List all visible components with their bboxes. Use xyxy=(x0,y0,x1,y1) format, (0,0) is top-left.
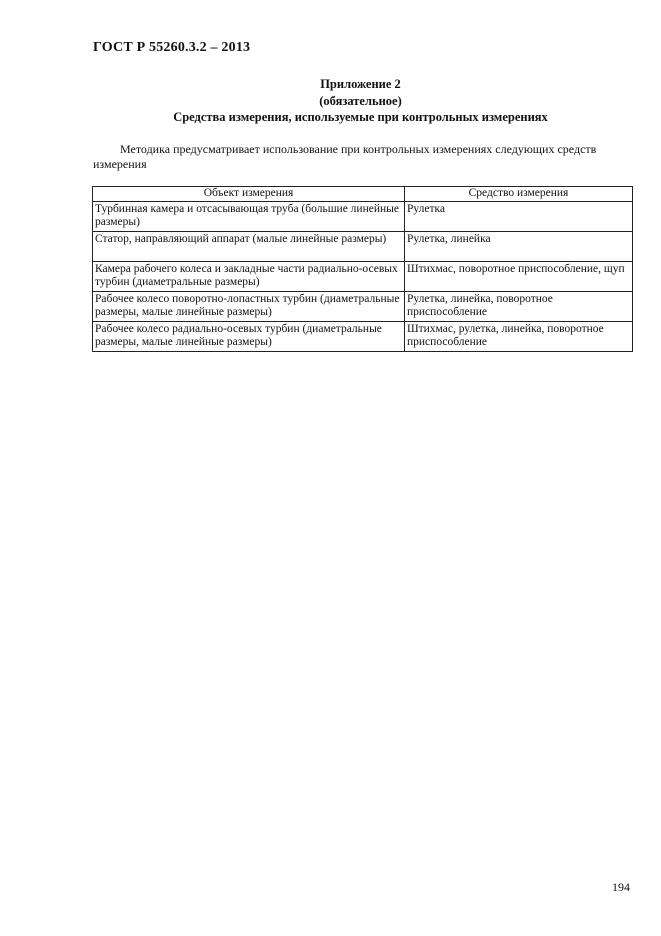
appendix-heading: Средства измерения, используемые при контрольных измерениях xyxy=(173,110,548,124)
table-row xyxy=(93,232,633,262)
cell-object: Камера рабочего колеса и закладные части радиально-осевых турбин (диаметральные размеры) xyxy=(93,262,405,292)
cell-tool: Штихмас, рулетка, линейка, поворотное приспособление xyxy=(405,322,633,352)
table-row xyxy=(93,262,633,292)
document-code: ГОСТ Р 55260.3.2 – 2013 xyxy=(93,40,251,55)
intro-paragraph: Методика предусматривает использование при контрольных измерениях следующих средств измерения xyxy=(93,142,597,171)
appendix-status: (обязательное) xyxy=(319,94,402,108)
measurement-tools-table xyxy=(92,186,633,352)
cell-tool: Рулетка xyxy=(405,202,633,232)
cell-object: Статор, направляющий аппарат (малые линейные размеры) xyxy=(93,232,405,262)
cell-object: Рабочее колесо радиально-осевых турбин (диаметральные размеры, малые линейные размеры) xyxy=(93,322,405,352)
cell-tool: Рулетка, линейка xyxy=(405,232,633,262)
cell-tool: Штихмас, поворотное приспособление, щуп xyxy=(405,262,633,292)
table-header-row xyxy=(93,187,633,202)
cell-object: Рабочее колесо поворотно-лопастных турбин (диаметральные размеры, малые линейные размеры) xyxy=(93,292,405,322)
cell-object: Турбинная камера и отсасывающая труба (большие линейные размеры) xyxy=(93,202,405,232)
table-row xyxy=(93,292,633,322)
column-header-object: Объект измерения xyxy=(93,187,405,202)
table-row xyxy=(93,322,633,352)
column-header-tool: Средство измерения xyxy=(405,187,633,202)
table-row xyxy=(93,202,633,232)
cell-tool: Рулетка, линейка, поворотное приспособление xyxy=(405,292,633,322)
appendix-title: Приложение 2 xyxy=(320,77,401,91)
page-number: 194 xyxy=(612,880,630,894)
